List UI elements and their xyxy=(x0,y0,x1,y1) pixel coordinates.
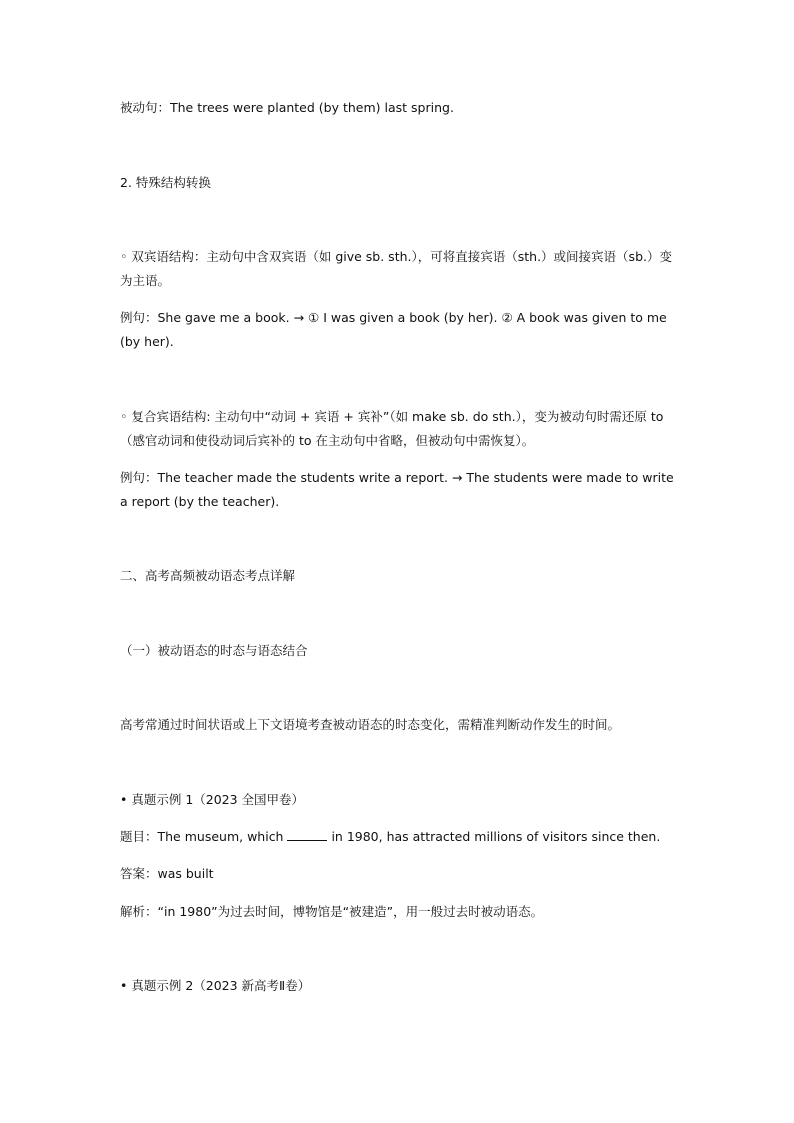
subsection-heading: （一）被动语态的时态与语态结合 xyxy=(120,643,308,658)
exam-example-2-heading: • 真题示例 2（2023 新高考Ⅱ卷） xyxy=(120,978,311,993)
double-object-example: 例句：She gave me a book. → ① I was given a book (by her). ② A book was given to me (by her). xyxy=(120,310,667,349)
section-heading-special-structures: 2. 特殊结构转换 xyxy=(120,175,211,190)
intro-paragraph: 高考常通过时间状语或上下文语境考查被动语态的时态变化，需精准判断动作发生的时间。 xyxy=(120,717,621,732)
answer-line: 答案：was built xyxy=(120,866,214,881)
question-text-after: in 1980, has attracted millions of visitors since then. xyxy=(331,829,661,844)
exam-example-1-heading: • 真题示例 1（2023 全国甲卷） xyxy=(120,792,305,807)
answer-blank xyxy=(287,826,327,841)
chapter-heading: 二、高考高频被动语态考点详解 xyxy=(120,568,296,583)
complex-object-paragraph: ◦ 复合宾语结构: 主动句中“动词 + 宾语 + 宾补”（如 make sb. do sth.），变为被动句时需还原 to（感官动词和使役动词后宾补的 to 在主动句中省略，但被动句中需恢复）。 xyxy=(120,409,664,448)
question-text-before: 题目：The museum, which xyxy=(120,829,284,844)
complex-object-example: 例句：The teacher made the students write a report. → The students were made to write a report (by the teacher). xyxy=(120,470,674,509)
question-line xyxy=(120,825,675,849)
explanation-line: 解析：“in 1980”为过去时间，博物馆是“被建造”，用一般过去时被动语态。 xyxy=(120,904,544,919)
double-object-paragraph: ◦ 双宾语结构：主动句中含双宾语（如 give sb. sth.），可将直接宾语（sth.）或间接宾语（sb.）变为主语。 xyxy=(120,249,672,288)
passive-example-line: 被动句：The trees were planted (by them) last spring. xyxy=(120,100,454,115)
